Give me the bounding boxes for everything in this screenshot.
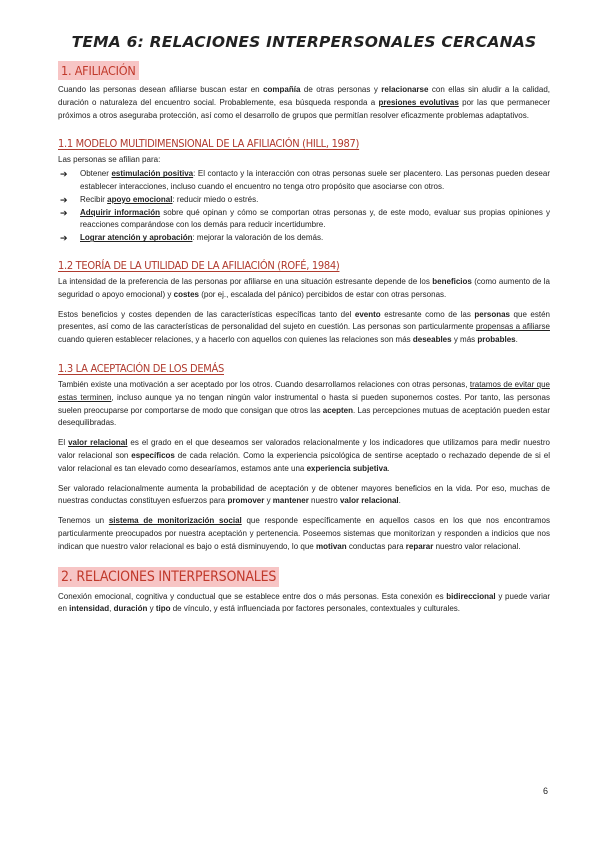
list-item-text: Lograr atención y aprobación: mejorar la valoración de los demás. — [80, 233, 324, 243]
list-item-text: Recibir apoyo emocional: reducir miedo o estrés. — [80, 194, 259, 204]
paragraph-utilidad-1: La intensidad de la preferencia de las personas por afiliarse en una situación estresante depende de los beneficios (como aumento de la seguridad o apoyo emocional) y costes (por ej., escalada del pánico) percibidos de estar con otras personas. — [58, 276, 551, 299]
heading-teoria-utilidad: 1.2 TEORÍA DE LA UTILIDAD DE LA AFILIACIÓN (ROFÉ, 1984) — [58, 258, 340, 272]
heading-afiliacion: 1. AFILIACIÓN — [58, 61, 139, 80]
list-item-text: Obtener estimulación positiva: El contacto y la interacción con otras personas suele ser placentero. Las personas pueden desear establecer interacciones, incluso cuando el encuentro no tenga otro propósito que asociarse con otros. — [80, 169, 550, 191]
list-item — [58, 232, 550, 245]
arrow-icon: ➔ — [60, 233, 68, 244]
list-item — [58, 168, 550, 194]
page-title: TEMA 6: RELACIONES INTERPERSONALES CERCANAS — [71, 33, 537, 51]
reasons-list — [58, 168, 550, 245]
paragraph-utilidad-2: Estos beneficios y costes dependen de las características específicas tanto del evento estresante como de las personas que estén presentes, así como de las características de personalidad del sujeto en cuestión. Las personas son particularmente propensas a afiliarse cuando quieren establecer relaciones, y a hacerlo con aquellos con quienes las relaciones son más deseables y más probables. — [58, 309, 550, 345]
arrow-icon: ➔ — [60, 207, 68, 218]
arrow-icon: ➔ — [60, 169, 68, 180]
paragraph-aceptacion-3: Ser valorado relacionalmente aumenta la probabilidad de aceptación y de obtener mayores beneficios en la vida. Por eso, muchas de nuestras conductas constituyen esfuerzos para promover y mantener nuestro valor relacional. — [58, 483, 550, 506]
heading-aceptacion: 1.3 LA ACEPTACIÓN DE LOS DEMÁS — [58, 361, 224, 375]
paragraph-aceptacion-4: Tenemos un sistema de monitorización social que responde específicamente en aquellos casos en los que nos encontramos particularmente preocupados por nuestra aceptación y pertenencia. Poseemos sistemas que monitorizan y responden a indicios que nos indican que nuestro valor relacional es bajo o está disminuyendo, lo que motivan conductas para reparar nuestro valor relacional. — [58, 516, 550, 551]
paragraph-aceptacion-1: También existe una motivación a ser aceptado por los otros. Cuando desarrollamos relaciones con otras personas, tratamos de evitar que estas terminen, incluso aunque ya no tengan ningún valor instrumental o hasta si pueden suponernos costes. Por tanto, las personas suelen preocuparse por comportarse de modo que consigan que otros las acepten. Las percepciones mutuas de aceptación pueden estar desequilibradas. — [58, 379, 551, 428]
page-number: 6 — [542, 786, 548, 796]
heading-modelo-multidimensional: 1.1 MODELO MULTIDIMENSIONAL DE LA AFILIACIÓN (HILL, 1987) — [58, 137, 360, 151]
arrow-icon: ➔ — [60, 194, 68, 205]
paragraph-aceptacion-2: El valor relacional es el grado en el que deseamos ser valorados relacionalmente y los indicadores que utilizamos para medir nuestro valor relacional son específicos de cada relación. Como la experiencia psicológica de sentirse aceptado o rechazado depende de si el valor relacional es tan elevado como desearíamos, estamos ante una experiencia subjetiva. — [58, 438, 550, 473]
list-item — [58, 207, 550, 233]
paragraph-relaciones: Conexión emocional, cognitiva y conductual que se establece entre dos o más personas. Esta conexión es bidireccional y puede variar en intensidad, duración y tipo de vínculo, y está influenciada por factores personales, contextuales y culturales. — [58, 591, 551, 614]
paragraph-intro: Las personas se afilian para: — [58, 155, 161, 165]
paragraph-afiliacion: Cuando las personas desean afiliarse buscan estar en compañía de otras personas y relacionarse con ellas sin aludir a la calidad, duración o naturaleza del encuentro social. Probablemente, esa búsqueda responda a presiones evolutivas por las que permanecer próximos a otros aseguraba protección, así como el desarrollo de grupos que permitían resolver eficazmente problemas adaptativos. — [58, 85, 550, 120]
heading-relaciones-interpersonales: 2. RELACIONES INTERPERSONALES — [58, 567, 279, 587]
list-item — [58, 194, 550, 207]
list-item-text: Adquirir información sobre qué opinan y cómo se comportan otras personas y, de este modo, evaluar sus propias opiniones y reacciones comparándose con los demás para reducir incertidumbre. — [80, 207, 550, 230]
